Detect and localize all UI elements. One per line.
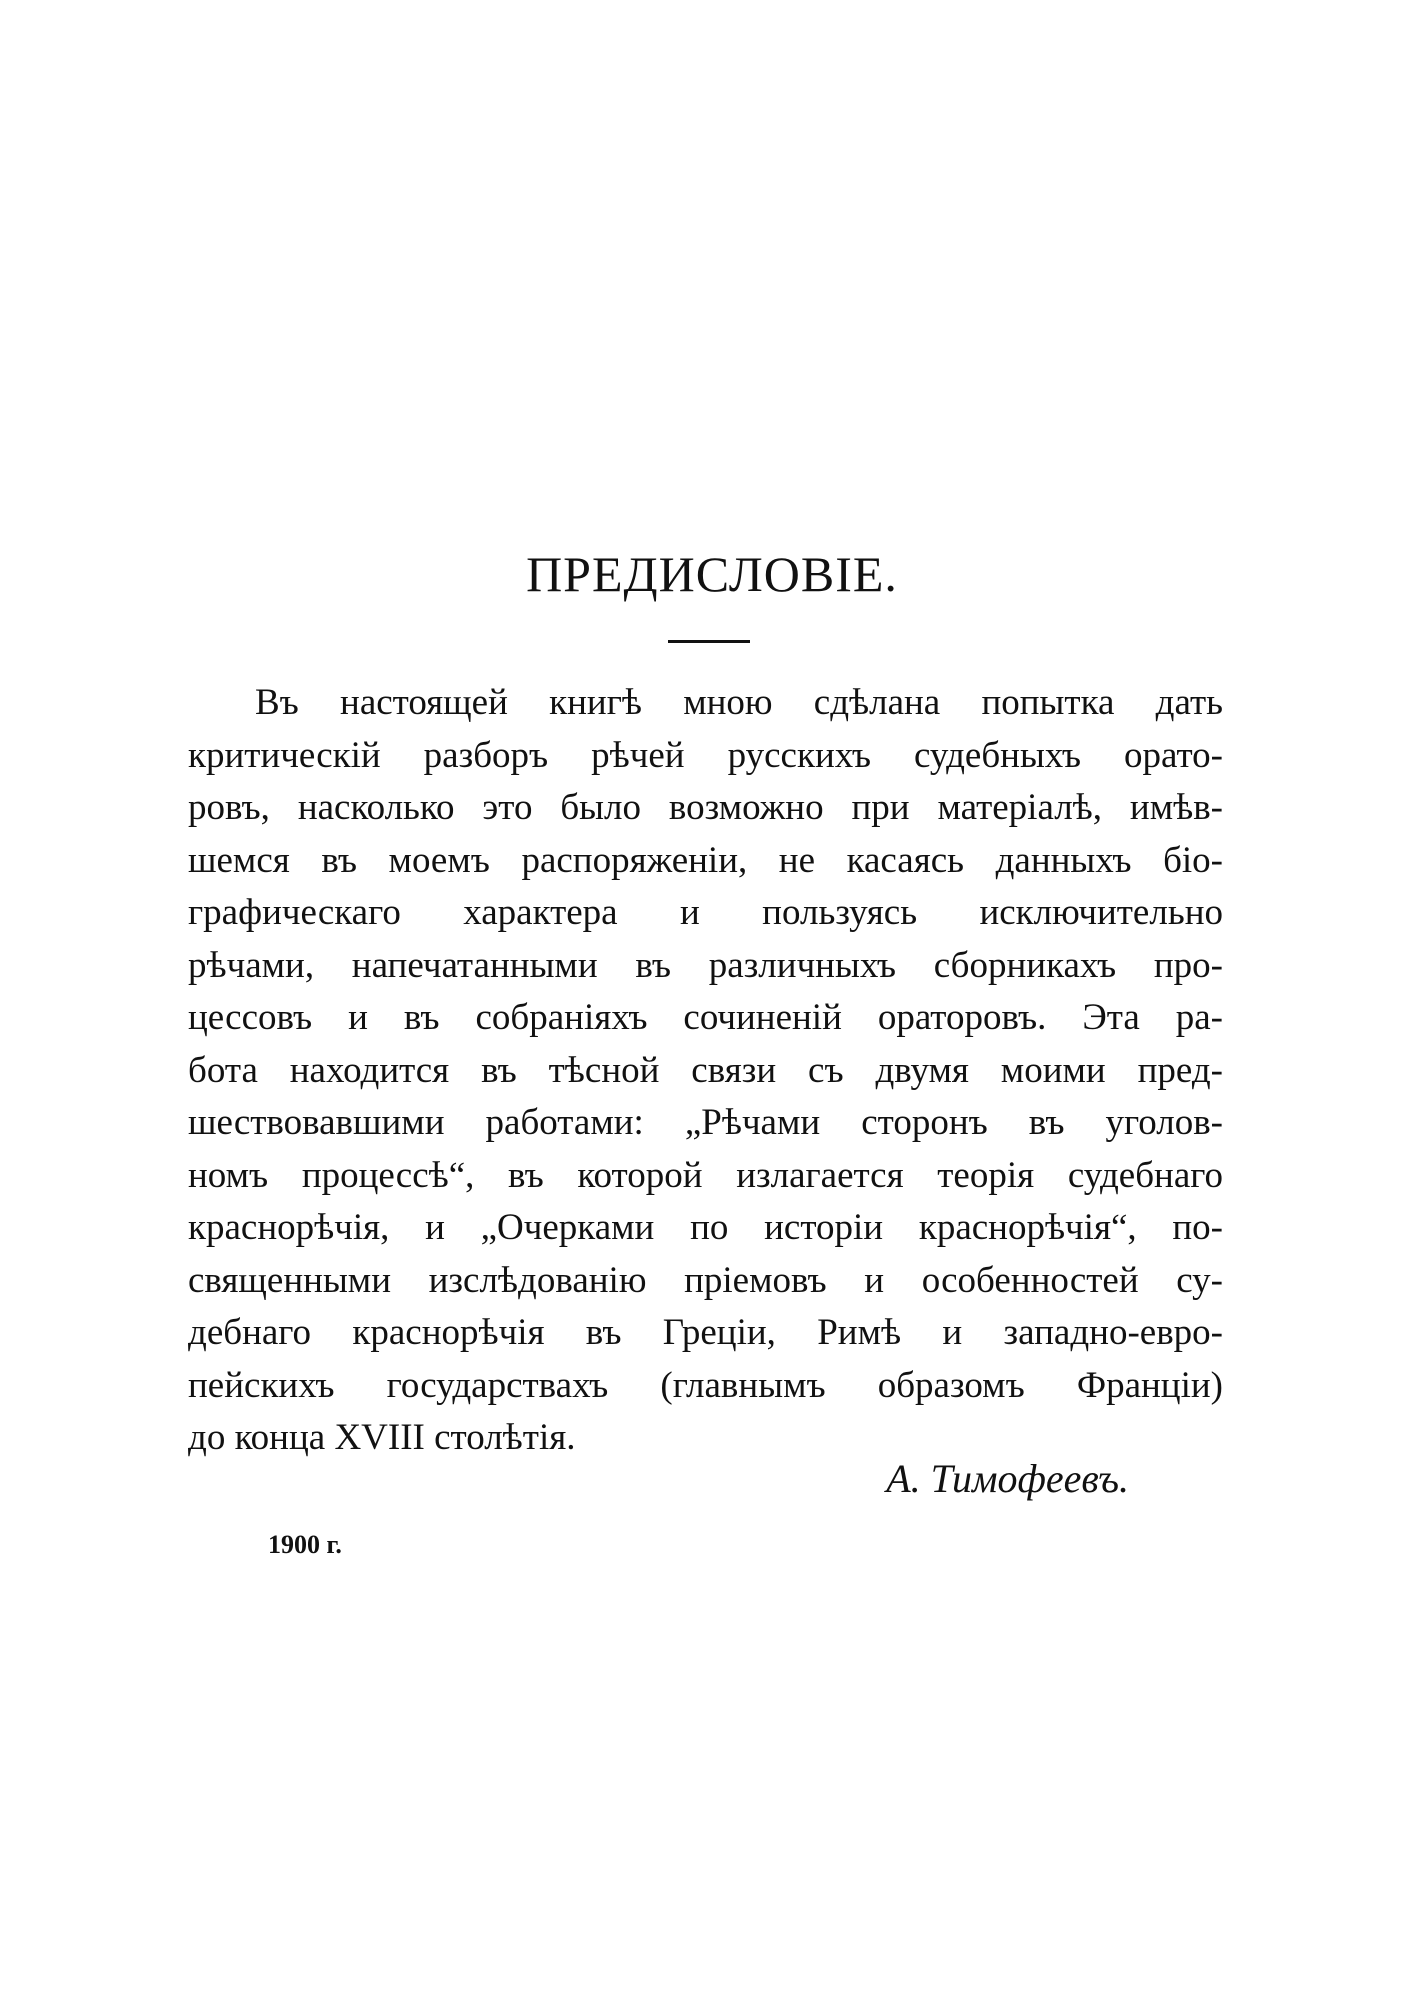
date-line: 1900 г. <box>268 1530 342 1559</box>
preface-body <box>188 677 1223 1465</box>
text-line: критическій разборъ рѣчей русскихъ судебныхъ орато- <box>188 734 1223 776</box>
text-line: графическаго характера и пользуясь исключительно <box>188 892 1223 933</box>
text-line: до конца XVIII столѣтія. <box>188 1417 576 1458</box>
title-divider <box>668 640 750 643</box>
text-line: дебнаго краснорѣчія въ Греціи, Римѣ и западно-евро- <box>188 1312 1223 1353</box>
text-line: священными изслѣдованію пріемовъ и особенностей су- <box>188 1259 1223 1301</box>
text-line: краснорѣчія, и „Очерками по исторіи краснорѣчія“, по- <box>188 1207 1223 1248</box>
text-line: рѣчами, напечатанными въ различныхъ сборникахъ про- <box>188 944 1223 986</box>
text-line: бота находится въ тѣсной связи съ двумя моими пред- <box>188 1049 1223 1091</box>
text-line: Въ настоящей книгѣ мною сдѣлана попытка дать <box>255 682 1223 723</box>
text-line: ровъ, насколько это было возможно при матеріалѣ, имѣв- <box>188 787 1223 828</box>
author-signature: А. Тимофеевъ. <box>886 1456 1129 1501</box>
text-line: шествовавшими работами: „Рѣчами сторонъ въ уголов- <box>188 1102 1223 1143</box>
page-title: ПРЕДИСЛОВІЕ. <box>526 546 898 602</box>
text-line: номъ процессѣ“, въ которой излагается теорія судебнаго <box>188 1154 1223 1196</box>
text-line: шемся въ моемъ распоряженіи, не касаясь данныхъ біо- <box>188 839 1223 881</box>
text-line: цессовъ и въ собраніяхъ сочиненій ораторовъ. Эта ра- <box>188 997 1223 1038</box>
text-line: пейскихъ государствахъ (главнымъ образомъ Франціи) <box>188 1364 1223 1406</box>
